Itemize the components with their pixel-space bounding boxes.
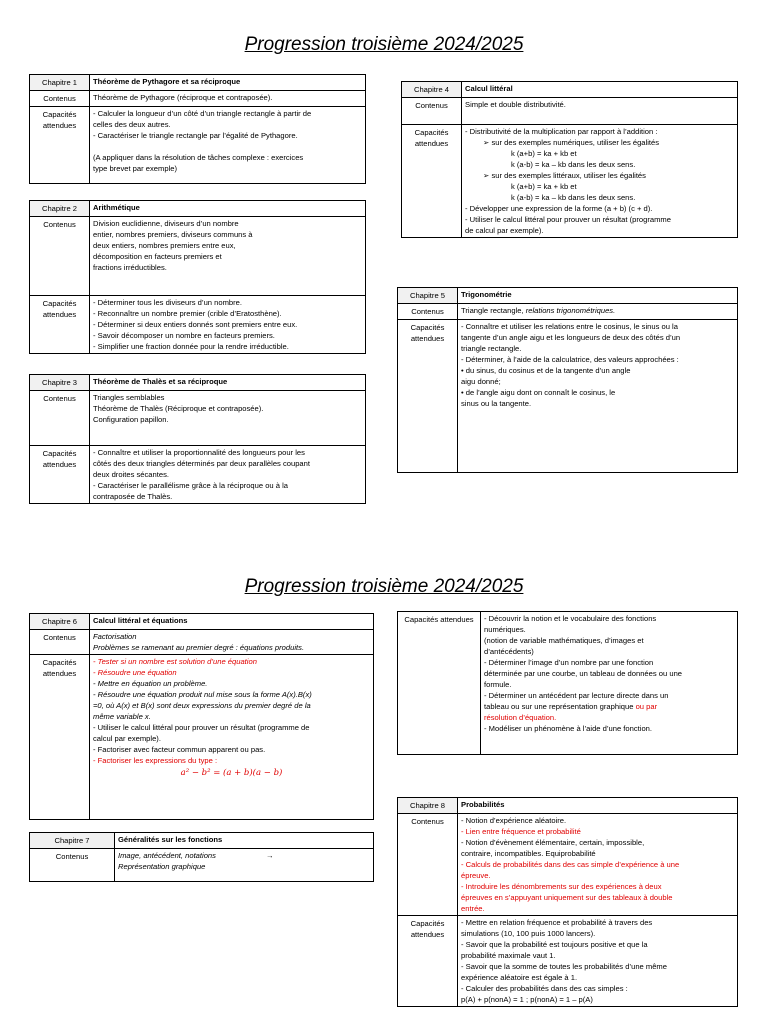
arrow-icon: → <box>265 851 274 860</box>
chapter-title: Calcul littéral et équations <box>90 614 374 630</box>
capacites-text: - Déterminer tous les diviseurs d’un nombre. - Reconnaître un nombre premier (crible d’Eratosthène). - Déterminer si deux entiers donnés sont premiers entre eux. - Savoir décomposer un nombre en facteurs premiers. - Simplifier une fraction donnée pour la rendre irréductible. <box>90 296 366 354</box>
chapter-7-table <box>29 832 374 882</box>
chapter-5-table <box>397 287 738 473</box>
chapter-title: Théorème de Pythagore et sa réciproque <box>90 75 366 91</box>
chapter-label: Chapitre 7 <box>30 833 115 849</box>
capacites-text: - Découvrir la notion et le vocabulaire des fonctions numériques. (notion de variable mathématiques, d’images et d’antécédents) - Déterminer l’image d’un nombre par une fonction déterminée par une courbe, un tableau de données ou une formule. - Déterminer un antécédent par lecture directe dans un tableau ou sur une représentation graphique ou par résolution d’équation. - Modéliser un phénomène à l’aide d’une fonction. <box>481 612 738 755</box>
contenus-text: Division euclidienne, diviseurs d’un nombre entier, nombres premiers, diviseurs communs à deux entiers, nombres premiers entre eux, décomposition en facteurs premiers et fractions irréductibles. <box>90 217 366 296</box>
capacites-label: Capacités attendues <box>30 446 90 504</box>
chapter-label: Chapitre 1 <box>30 75 90 91</box>
capacites-text: - Connaître et utiliser les relations entre le cosinus, le sinus ou la tangente d’un angle aigu et les longueurs de deux des côtés d’un triangle rectangle. - Déterminer, à l’aide de la calculatrice, des valeurs approchées : • du sinus, du cosinus et de la tangente d’un angle aigu donné; • de l’angle aigu dont on connaît le cosinus, le sinus ou la tangente. <box>458 320 738 473</box>
capacites-text: - Connaître et utiliser la proportionnalité des longueurs pour les côtés des deux triangles déterminés par deux parallèles coupant deux droites sécantes. - Caractériser le parallélisme grâce à la réciproque ou à la contraposée de Thalès. <box>90 446 366 504</box>
contenus-label: Contenus <box>30 849 115 882</box>
capacites-text: - Mettre en relation fréquence et probabilité à travers des simulations (10, 100 puis 1000 lancers). - Savoir que la probabilité est toujours positive et que la probabilité maximale vaut 1. - Savoir que la somme de toutes les probabilités d’une même expérience aléatoire est égale à 1. - Calculer des probabilités dans des cas simples : p(A) + p(nonA) = 1 ; p(nonA) = 1 – p(A) <box>458 916 738 1007</box>
chapter-title: Trigonométrie <box>458 288 738 304</box>
chapter-6-table <box>29 613 374 820</box>
page-title: Progression troisième 2024/2025 <box>244 34 524 55</box>
chapter-title: Probabilités <box>458 798 738 814</box>
capacites-label: Capacités attendues <box>398 612 481 755</box>
capacites-text: - Distributivité de la multiplication par rapport à l’addition : ➢ sur des exemples numériques, utiliser les égalités k (a+b) = ka + kb et k (a-b) = ka – kb dans les deux sens. ➢ sur des exemples littéraux, utiliser les égalités k (a+b) = ka + kb et k (a-b) = ka – kb dans les deux sens. - Développer une expression de la forme (a + b) (c + d). - Utiliser le calcul littéral pour prouver un résultat (programme de calcul par exemple). <box>462 125 738 238</box>
capacites-label: Capacités attendues <box>398 916 458 1007</box>
chapter-label: Chapitre 2 <box>30 201 90 217</box>
capacites-text: - Tester si un nombre est solution d’une équation - Résoudre une équation - Mettre en équation un problème. - Résoudre une équation produit nul mise sous la forme A(x).B(x) =0, où A(x) et B(x) sont deux expressions du premier degré de la même variable x. - Utiliser le calcul littéral pour prouver un résultat (programme de calcul par exemple). - Factoriser avec facteur commun apparent ou pas. - Factoriser les expressions du type : a² − b² = (a + b)(a − b) <box>90 655 374 820</box>
chapter-4-table <box>401 81 738 238</box>
contenus-label: Contenus <box>30 630 90 655</box>
capacites-label: Capacités attendues <box>30 655 90 820</box>
contenus-text: - Notion d’expérience aléatoire. - Lien entre fréquence et probabilité - Notion d’évènement élémentaire, certain, impossible, contraire, incompatibles. Equiprobabilité - Calculs de probabilités dans des cas simple d’expérience à une épreuve. - Introduire les dénombrements sur des expériences à deux épreuves en s’appuyant uniquement sur des tableaux à double entrée. <box>458 814 738 916</box>
contenus-label: Contenus <box>30 391 90 446</box>
contenus-label: Contenus <box>30 91 90 107</box>
chapter-7-capacites-table <box>397 611 738 755</box>
capacites-text: - Calculer la longueur d’un côté d’un triangle rectangle à partir de celles des deux autres. - Caractériser le triangle rectangle par l’égalité de Pythagore. (A appliquer dans la résolution de tâches complexe : exercices type brevet par exemple) <box>90 107 366 184</box>
chapter-label: Chapitre 8 <box>398 798 458 814</box>
contenus-text: Simple et double distributivité. <box>462 98 738 125</box>
chapter-3-table <box>29 374 366 504</box>
contenus-text: Image, antécédent, notations → Représentation graphique <box>115 849 374 882</box>
contenus-label: Contenus <box>30 217 90 296</box>
capacites-label: Capacités attendues <box>30 107 90 184</box>
chapter-label: Chapitre 4 <box>402 82 462 98</box>
contenus-text: Triangle rectangle, relations trigonométriques. <box>458 304 738 320</box>
chapter-8-table <box>397 797 738 1007</box>
chapter-title: Théorème de Thalès et sa réciproque <box>90 375 366 391</box>
contenus-text: Triangles semblables Théorème de Thalès (Réciproque et contraposée). Configuration papillon. <box>90 391 366 446</box>
contenus-text: Théorème de Pythagore (réciproque et contraposée). <box>90 91 366 107</box>
capacites-label: Capacités attendues <box>398 320 458 473</box>
chapter-title: Généralités sur les fonctions <box>115 833 374 849</box>
chapter-label: Chapitre 3 <box>30 375 90 391</box>
contenus-label: Contenus <box>402 98 462 125</box>
chapter-label: Chapitre 6 <box>30 614 90 630</box>
chapter-label: Chapitre 5 <box>398 288 458 304</box>
contenus-label: Contenus <box>398 304 458 320</box>
page-title-2: Progression troisième 2024/2025 <box>244 576 524 597</box>
factorisation-formula: a² − b² = (a + b)(a − b) <box>180 768 283 778</box>
chapter-title: Calcul littéral <box>462 82 738 98</box>
contenus-label: Contenus <box>398 814 458 916</box>
chapter-2-table <box>29 200 366 354</box>
contenus-text: Factorisation Problèmes se ramenant au premier degré : équations produits. <box>90 630 374 655</box>
chapter-1-table <box>29 74 366 184</box>
capacites-label: Capacités attendues <box>402 125 462 238</box>
chapter-title: Arithmétique <box>90 201 366 217</box>
capacites-label: Capacités attendues <box>30 296 90 354</box>
